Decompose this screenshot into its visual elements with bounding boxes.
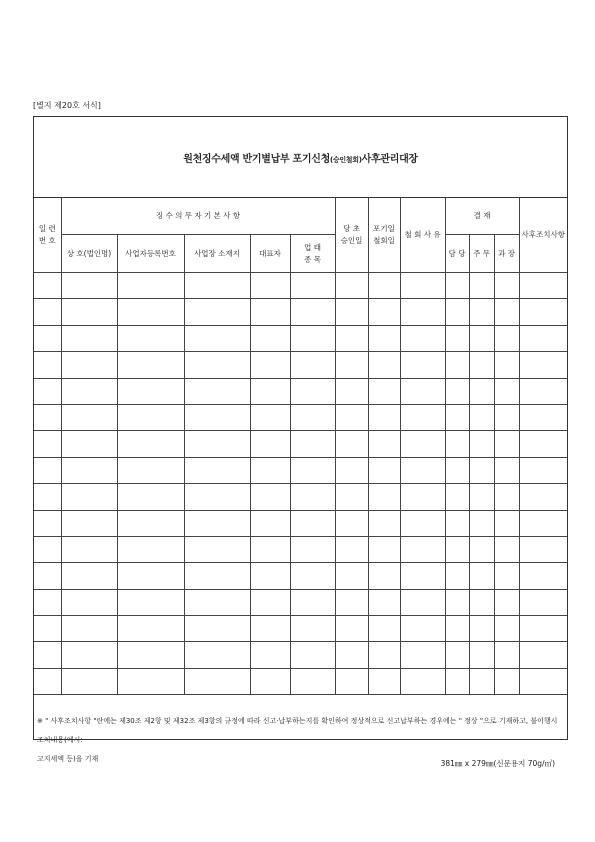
table-row xyxy=(34,457,567,483)
table-cell xyxy=(117,616,184,642)
table-cell xyxy=(469,642,494,668)
table-cell xyxy=(290,668,335,694)
table-cell xyxy=(400,642,445,668)
table-cell xyxy=(519,510,567,536)
table-cell xyxy=(61,325,117,351)
table-cell xyxy=(61,273,117,299)
table-cell xyxy=(250,510,290,536)
header-row-2 xyxy=(34,235,567,273)
table-cell xyxy=(368,510,400,536)
table-cell xyxy=(34,352,61,378)
table-cell xyxy=(117,536,184,562)
table-row xyxy=(34,299,567,325)
table-cell xyxy=(34,273,61,299)
table-row xyxy=(34,404,567,430)
table-cell xyxy=(61,431,117,457)
table-row xyxy=(34,273,567,299)
table-cell xyxy=(250,325,290,351)
header-business-type: 업 태 종 목 xyxy=(290,235,335,273)
table-cell xyxy=(61,563,117,589)
table-cell xyxy=(519,273,567,299)
table-cell xyxy=(250,668,290,694)
table-cell xyxy=(290,616,335,642)
table-cell xyxy=(335,589,368,615)
table-cell xyxy=(290,404,335,430)
header-waiver-date: 포기일 철회일 xyxy=(368,197,400,273)
table-row xyxy=(34,536,567,562)
form-title xyxy=(183,150,418,165)
header-initial-approval: 당 초 승인일 xyxy=(335,197,368,273)
ledger-table xyxy=(34,197,567,695)
table-cell xyxy=(469,484,494,510)
table-cell xyxy=(117,668,184,694)
table-cell xyxy=(184,536,250,562)
table-cell xyxy=(494,325,519,351)
table-cell xyxy=(445,325,469,351)
table-cell xyxy=(400,352,445,378)
table-cell xyxy=(250,563,290,589)
table-cell xyxy=(519,404,567,430)
table-cell xyxy=(469,273,494,299)
header-approval: 결 재 xyxy=(445,197,519,235)
table-cell xyxy=(34,299,61,325)
table-cell xyxy=(445,457,469,483)
table-cell xyxy=(400,431,445,457)
table-cell xyxy=(290,457,335,483)
table-cell xyxy=(368,484,400,510)
table-cell xyxy=(117,484,184,510)
table-cell xyxy=(400,299,445,325)
table-cell xyxy=(368,589,400,615)
table-cell xyxy=(494,484,519,510)
table-cell xyxy=(494,616,519,642)
table-cell xyxy=(61,378,117,404)
table-cell xyxy=(61,589,117,615)
table-cell xyxy=(184,352,250,378)
table-cell xyxy=(445,484,469,510)
table-cell xyxy=(290,431,335,457)
table-cell xyxy=(335,325,368,351)
table-cell xyxy=(335,563,368,589)
table-cell xyxy=(368,457,400,483)
header-business-reg-no: 사업자등록번호 xyxy=(117,235,184,273)
table-cell xyxy=(494,536,519,562)
table-cell xyxy=(335,484,368,510)
form-title-paren: (승인철회) xyxy=(329,155,362,164)
header-representative: 대표자 xyxy=(250,235,290,273)
table-cell xyxy=(400,378,445,404)
table-cell xyxy=(445,536,469,562)
table-cell xyxy=(117,510,184,536)
table-cell xyxy=(469,616,494,642)
table-cell xyxy=(117,299,184,325)
table-cell xyxy=(335,273,368,299)
table-cell xyxy=(34,404,61,430)
table-cell xyxy=(184,404,250,430)
table-cell xyxy=(519,642,567,668)
table-cell xyxy=(368,378,400,404)
table-cell xyxy=(469,563,494,589)
table-cell xyxy=(117,378,184,404)
table-cell xyxy=(469,536,494,562)
table-cell xyxy=(335,378,368,404)
table-cell xyxy=(250,404,290,430)
table-cell xyxy=(445,616,469,642)
table-cell xyxy=(494,404,519,430)
table-cell xyxy=(368,431,400,457)
table-cell xyxy=(290,273,335,299)
table-cell xyxy=(368,273,400,299)
header-approval-staff: 담 당 xyxy=(445,235,469,273)
table-cell xyxy=(335,457,368,483)
header-payer-basic-info: 징 수 의 무 자 기 본 사 항 xyxy=(61,197,335,235)
table-cell xyxy=(445,431,469,457)
table-cell xyxy=(494,273,519,299)
table-cell xyxy=(250,484,290,510)
table-cell xyxy=(250,431,290,457)
table-cell xyxy=(445,352,469,378)
table-cell xyxy=(61,352,117,378)
table-cell xyxy=(368,668,400,694)
table-cell xyxy=(400,510,445,536)
table-cell xyxy=(519,352,567,378)
table-cell xyxy=(34,589,61,615)
table-cell xyxy=(494,378,519,404)
table-cell xyxy=(184,325,250,351)
table-cell xyxy=(400,273,445,299)
table-cell xyxy=(250,378,290,404)
table-cell xyxy=(368,299,400,325)
table-cell xyxy=(184,299,250,325)
table-cell xyxy=(250,273,290,299)
table-cell xyxy=(61,484,117,510)
table-cell xyxy=(61,642,117,668)
table-cell xyxy=(494,299,519,325)
table-cell xyxy=(61,510,117,536)
table-cell xyxy=(117,273,184,299)
table-cell xyxy=(519,563,567,589)
table-cell xyxy=(400,404,445,430)
table-cell xyxy=(61,536,117,562)
table-cell xyxy=(494,352,519,378)
table-cell xyxy=(368,404,400,430)
table-cell xyxy=(469,325,494,351)
table-row xyxy=(34,589,567,615)
table-row xyxy=(34,431,567,457)
form-label: [별지 제20호 서식] xyxy=(33,101,101,110)
table-cell xyxy=(34,431,61,457)
header-row-1 xyxy=(34,197,567,235)
header-trade-name: 상 호(법인명) xyxy=(61,235,117,273)
table-cell xyxy=(519,457,567,483)
table-cell xyxy=(445,668,469,694)
table-cell xyxy=(469,299,494,325)
table-cell xyxy=(34,510,61,536)
table-cell xyxy=(34,668,61,694)
table-cell xyxy=(494,642,519,668)
table-row xyxy=(34,484,567,510)
table-cell xyxy=(184,273,250,299)
table-row xyxy=(34,563,567,589)
form-title-main: 원천징수세액 반기별납부 포기신청 xyxy=(183,153,330,165)
table-cell xyxy=(250,616,290,642)
header-approval-chief: 과 장 xyxy=(494,235,519,273)
table-cell xyxy=(250,457,290,483)
table-cell xyxy=(519,536,567,562)
table-cell xyxy=(469,589,494,615)
table-row xyxy=(34,510,567,536)
table-cell xyxy=(494,563,519,589)
table-cell xyxy=(368,616,400,642)
table-cell xyxy=(34,536,61,562)
table-cell xyxy=(519,431,567,457)
header-business-location: 사업장 소재지 xyxy=(184,235,250,273)
table-cell xyxy=(290,589,335,615)
table-cell xyxy=(445,299,469,325)
table-cell xyxy=(494,668,519,694)
table-cell xyxy=(445,589,469,615)
table-cell xyxy=(368,642,400,668)
table-cell xyxy=(469,352,494,378)
table-cell xyxy=(34,325,61,351)
table-cell xyxy=(250,536,290,562)
table-cell xyxy=(34,457,61,483)
table-cell xyxy=(494,431,519,457)
table-cell xyxy=(61,457,117,483)
table-cell xyxy=(117,589,184,615)
table-cell xyxy=(469,457,494,483)
table-cell xyxy=(469,668,494,694)
table-cell xyxy=(494,457,519,483)
header-receipt-no: 일 련 번 호 xyxy=(34,197,61,273)
table-cell xyxy=(117,404,184,430)
table-cell xyxy=(250,589,290,615)
table-cell xyxy=(368,563,400,589)
table-cell xyxy=(34,642,61,668)
table-row xyxy=(34,352,567,378)
table-row xyxy=(34,668,567,694)
table-cell xyxy=(335,642,368,668)
table-cell xyxy=(400,484,445,510)
table-cell xyxy=(250,352,290,378)
title-area xyxy=(34,117,567,198)
table-cell xyxy=(184,457,250,483)
table-cell xyxy=(335,299,368,325)
table-cell xyxy=(290,299,335,325)
table-cell xyxy=(400,457,445,483)
table-cell xyxy=(117,642,184,668)
table-cell xyxy=(290,563,335,589)
table-cell xyxy=(335,668,368,694)
table-cell xyxy=(469,404,494,430)
table-cell xyxy=(184,616,250,642)
header-withdrawal-reason: 철 회 사 유 xyxy=(400,197,445,273)
table-cell xyxy=(335,616,368,642)
table-cell xyxy=(335,404,368,430)
table-cell xyxy=(400,668,445,694)
table-cell xyxy=(290,510,335,536)
table-cell xyxy=(290,325,335,351)
table-cell xyxy=(519,325,567,351)
table-cell xyxy=(34,484,61,510)
header-follow-up: 사후조치사항 xyxy=(519,197,567,273)
table-cell xyxy=(445,378,469,404)
table-cell xyxy=(290,642,335,668)
paper-spec: 381㎜ x 279㎜(신문용지 70g/㎡) xyxy=(440,759,555,768)
table-cell xyxy=(184,563,250,589)
table-cell xyxy=(184,589,250,615)
header-approval-manager: 주 무 xyxy=(469,235,494,273)
table-cell xyxy=(184,431,250,457)
table-cell xyxy=(250,642,290,668)
table-cell xyxy=(184,668,250,694)
table-cell xyxy=(445,273,469,299)
table-cell xyxy=(494,589,519,615)
table-cell xyxy=(445,510,469,536)
table-cell xyxy=(184,484,250,510)
table-cell xyxy=(335,431,368,457)
table-cell xyxy=(61,299,117,325)
table-cell xyxy=(445,404,469,430)
table-cell xyxy=(61,616,117,642)
table-cell xyxy=(469,510,494,536)
table-cell xyxy=(117,352,184,378)
table-cell xyxy=(400,536,445,562)
table-cell xyxy=(519,299,567,325)
table-cell xyxy=(290,484,335,510)
table-cell xyxy=(184,378,250,404)
table-cell xyxy=(519,484,567,510)
table-cell xyxy=(34,563,61,589)
table-cell xyxy=(400,616,445,642)
table-cell xyxy=(61,668,117,694)
table-cell xyxy=(117,325,184,351)
ledger-body xyxy=(34,273,567,695)
table-cell xyxy=(184,642,250,668)
table-cell xyxy=(519,616,567,642)
table-row xyxy=(34,325,567,351)
table-cell xyxy=(117,457,184,483)
table-cell xyxy=(34,378,61,404)
table-cell xyxy=(117,431,184,457)
table-cell xyxy=(290,378,335,404)
table-cell xyxy=(400,589,445,615)
table-cell xyxy=(400,563,445,589)
table-cell xyxy=(368,352,400,378)
table-cell xyxy=(290,536,335,562)
table-cell xyxy=(519,378,567,404)
table-cell xyxy=(117,563,184,589)
footnote-line-2: 고지세액 등)을 기재 xyxy=(37,755,99,763)
table-cell xyxy=(335,510,368,536)
footnote-line-1: ※ " 사후조치사항 "란에는 제30조 제2항 및 제32조 제3항의 규정에 따라 신고·납부하는지를 확인하여 정상적으로 신고납부하는 경우에는 " 정상 "으로 기재하고, 불이행시 조치내용(예시: xyxy=(37,717,558,744)
table-cell xyxy=(445,563,469,589)
form-title-suffix: 사후관리대장 xyxy=(361,153,418,165)
table-cell xyxy=(368,536,400,562)
table-cell xyxy=(335,352,368,378)
table-cell xyxy=(519,668,567,694)
table-row xyxy=(34,642,567,668)
table-cell xyxy=(469,378,494,404)
ledger-form xyxy=(33,116,568,763)
table-cell xyxy=(519,589,567,615)
table-cell xyxy=(184,510,250,536)
table-cell xyxy=(494,510,519,536)
table-cell xyxy=(445,642,469,668)
table-row xyxy=(34,616,567,642)
table-cell xyxy=(469,431,494,457)
table-cell xyxy=(368,325,400,351)
table-row xyxy=(34,378,567,404)
table-cell xyxy=(290,352,335,378)
table-cell xyxy=(335,536,368,562)
table-cell xyxy=(34,616,61,642)
table-cell xyxy=(250,299,290,325)
table-cell xyxy=(61,404,117,430)
table-cell xyxy=(400,325,445,351)
